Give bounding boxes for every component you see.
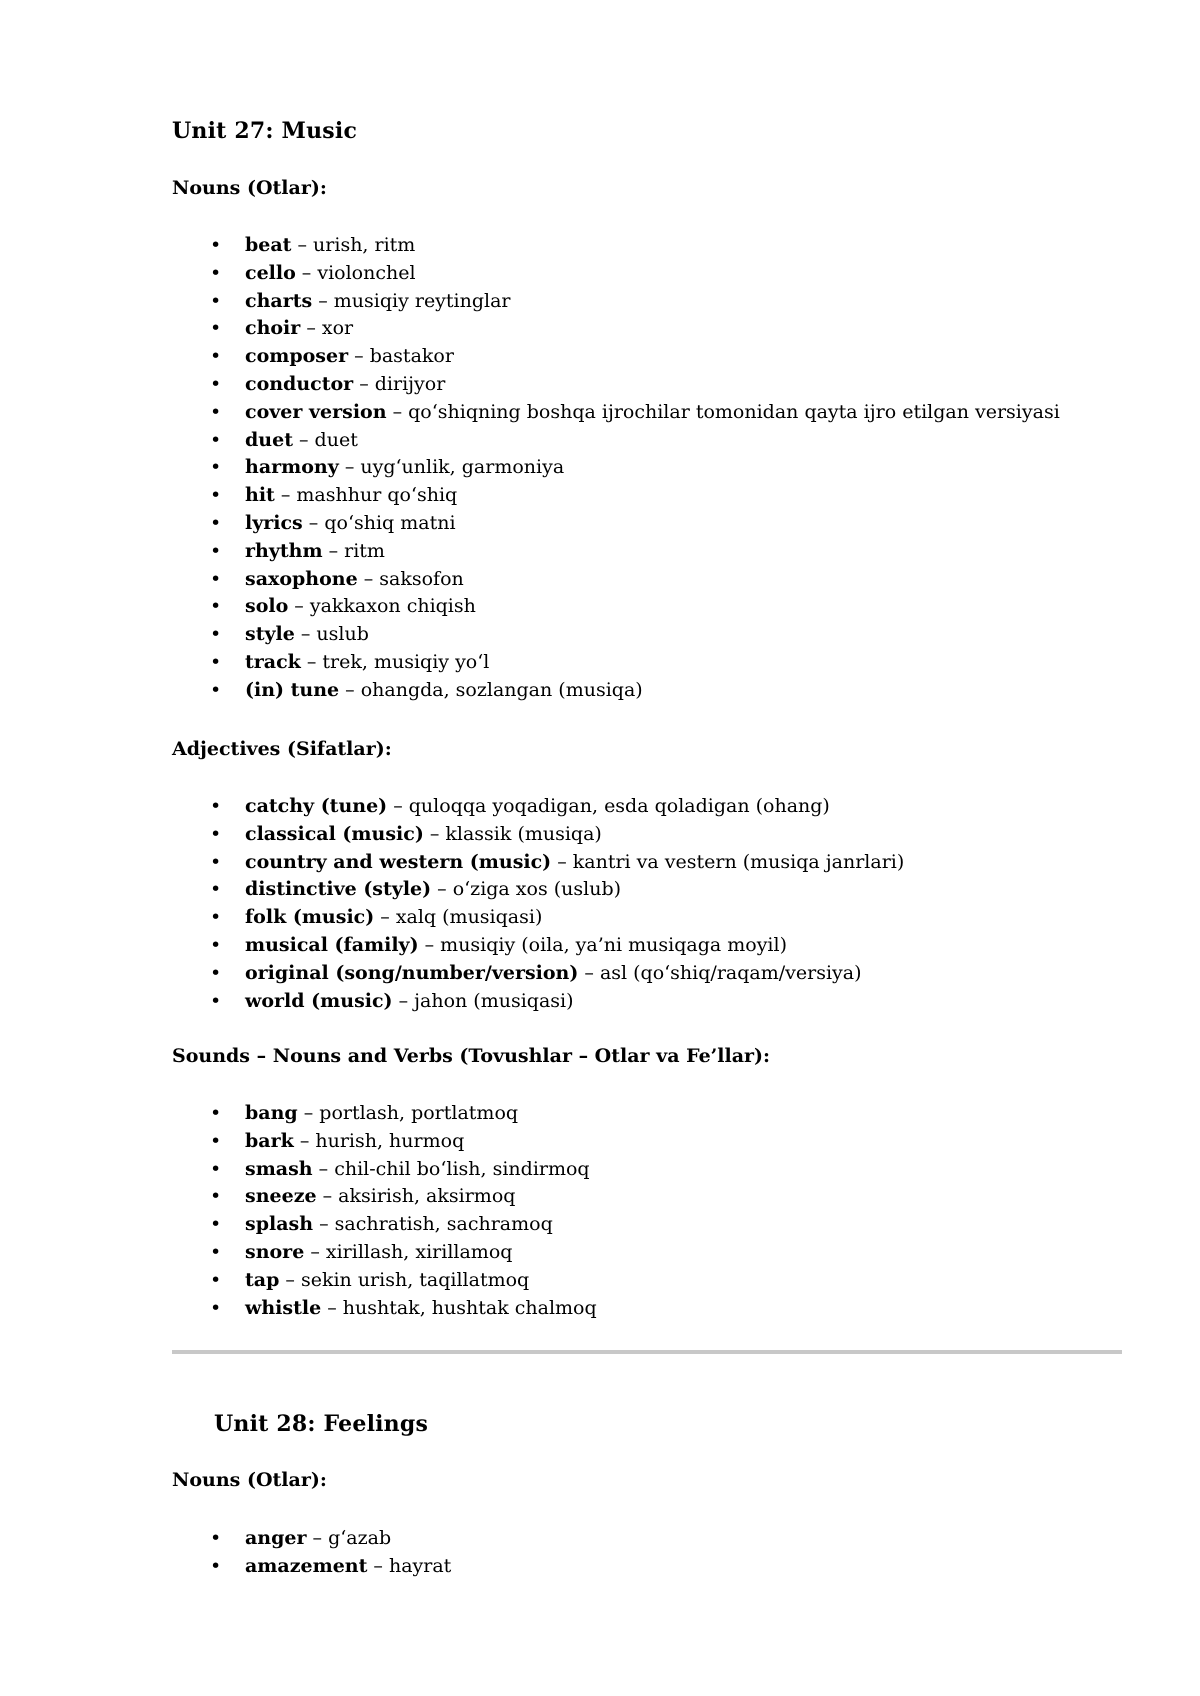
bullet-icon: • xyxy=(210,372,222,395)
vocabulary-term: bang xyxy=(245,1102,298,1124)
vocabulary-translation: – qo‘shiq matni xyxy=(302,511,456,534)
vocabulary-term: solo xyxy=(245,595,289,618)
unit-28-nouns-list xyxy=(210,1524,451,1580)
vocabulary-translation: – yakkaxon chiqish xyxy=(288,595,476,618)
vocabulary-translation: – xirillash, xirillamoq xyxy=(304,1240,513,1263)
list-item xyxy=(210,287,1060,315)
bullet-icon: • xyxy=(210,567,222,590)
bullet-icon: • xyxy=(210,822,222,845)
list-item xyxy=(210,509,1060,537)
vocabulary-term: world (music) xyxy=(245,989,393,1012)
vocabulary-translation: – sachratish, sachramoq xyxy=(313,1213,553,1236)
list-item xyxy=(210,370,1060,398)
vocabulary-translation: – portlash, portlatmoq xyxy=(297,1102,519,1124)
vocabulary-term: country and western (music) xyxy=(245,850,552,873)
vocabulary-translation: – asl (qo‘shiq/raqam/versiya) xyxy=(578,961,862,984)
vocabulary-translation: – violonchel xyxy=(295,261,416,284)
unit-28-nouns-heading: Nouns (Otlar): xyxy=(172,1469,327,1491)
bullet-icon: • xyxy=(210,261,222,284)
vocabulary-term: hit xyxy=(245,484,275,507)
list-item xyxy=(210,620,1060,648)
vocabulary-term: conductor xyxy=(245,372,354,395)
list-item xyxy=(210,987,904,1015)
vocabulary-translation: – xalq (musiqasi) xyxy=(374,906,543,929)
vocabulary-term: original (song/number/version) xyxy=(245,961,579,984)
vocabulary-translation: – duet xyxy=(292,428,358,451)
vocabulary-translation: – quloqqa yoqadigan, esda qoladigan (ohang) xyxy=(387,795,830,817)
list-item xyxy=(210,959,904,987)
vocabulary-translation: – o‘ziga xos (uslub) xyxy=(431,878,622,901)
list-item xyxy=(210,481,1060,509)
bullet-icon: • xyxy=(210,650,222,673)
vocabulary-translation: – qo‘shiqning boshqa ijrochilar tomonidan qayta ijro etilgan versiyasi xyxy=(386,400,1060,423)
vocabulary-term: harmony xyxy=(245,456,339,479)
vocabulary-translation: – hushtak, hushtak chalmoq xyxy=(321,1296,597,1319)
bullet-icon: • xyxy=(210,1102,222,1124)
list-item xyxy=(210,931,904,959)
bullet-icon: • xyxy=(210,678,222,701)
vocabulary-translation: – bastakor xyxy=(348,345,454,368)
list-item xyxy=(210,426,1060,454)
list-item xyxy=(210,1099,597,1127)
bullet-icon: • xyxy=(210,1157,222,1180)
bullet-icon: • xyxy=(210,484,222,507)
unit-28-title: Unit 28: Feelings xyxy=(214,1411,429,1437)
vocabulary-term: classical (music) xyxy=(245,822,424,845)
vocabulary-term: smash xyxy=(245,1157,313,1180)
vocabulary-translation: – uyg‘unlik, garmoniya xyxy=(338,456,565,479)
unit-27-adjectives-list xyxy=(210,792,904,1014)
vocabulary-term: catchy (tune) xyxy=(245,795,388,817)
list-item xyxy=(210,848,904,876)
list-item xyxy=(210,565,1060,593)
vocabulary-translation: – klassik (musiqa) xyxy=(423,822,602,845)
unit-27-nouns-list xyxy=(210,231,1060,704)
vocabulary-translation: – urish, ritm xyxy=(291,234,416,256)
list-item xyxy=(210,342,1060,370)
vocabulary-translation: – mashhur qo‘shiq xyxy=(274,484,458,507)
vocabulary-term: tap xyxy=(245,1268,280,1291)
vocabulary-term: splash xyxy=(245,1213,314,1236)
unit-27-nouns-heading: Nouns (Otlar): xyxy=(172,177,327,199)
vocabulary-translation: – jahon (musiqasi) xyxy=(392,989,574,1012)
list-item xyxy=(210,792,904,820)
vocabulary-term: distinctive (style) xyxy=(245,878,432,901)
section-divider xyxy=(172,1350,1122,1354)
bullet-icon: • xyxy=(210,850,222,873)
vocabulary-translation: – kantri va vestern (musiqa janrlari) xyxy=(551,850,905,873)
vocabulary-translation: – sekin urish, taqillatmoq xyxy=(279,1268,530,1291)
vocabulary-term: beat xyxy=(245,234,292,256)
list-item xyxy=(210,398,1060,426)
list-item xyxy=(210,1155,597,1183)
bullet-icon: • xyxy=(210,623,222,646)
bullet-icon: • xyxy=(210,345,222,368)
vocabulary-term: track xyxy=(245,650,301,673)
list-item xyxy=(210,648,1060,676)
bullet-icon: • xyxy=(210,1213,222,1236)
list-item xyxy=(210,592,1060,620)
vocabulary-translation: – g‘azab xyxy=(306,1527,392,1549)
vocabulary-translation: – dirijyor xyxy=(353,372,446,395)
vocabulary-term: composer xyxy=(245,345,349,368)
vocabulary-term: charts xyxy=(245,289,313,312)
list-item xyxy=(210,1524,451,1552)
list-item xyxy=(210,314,1060,342)
vocabulary-term: anger xyxy=(245,1527,307,1549)
vocabulary-translation: – hurish, hurmoq xyxy=(293,1129,465,1152)
list-item xyxy=(210,1552,451,1580)
unit-27-sounds-heading: Sounds – Nouns and Verbs (Tovushlar – Otlar va Fe’llar): xyxy=(172,1045,771,1067)
bullet-icon: • xyxy=(210,1268,222,1291)
list-item xyxy=(210,1210,597,1238)
vocabulary-translation: – ohangda, sozlangan (musiqa) xyxy=(339,678,643,701)
vocabulary-term: snore xyxy=(245,1240,305,1263)
vocabulary-term: style xyxy=(245,623,295,646)
vocabulary-term: cover version xyxy=(245,400,387,423)
bullet-icon: • xyxy=(210,989,222,1012)
unit-27-adjectives-heading: Adjectives (Sifatlar): xyxy=(172,738,392,760)
bullet-icon: • xyxy=(210,1240,222,1263)
bullet-icon: • xyxy=(210,1296,222,1319)
bullet-icon: • xyxy=(210,1129,222,1152)
vocabulary-term: (in) tune xyxy=(245,678,340,701)
bullet-icon: • xyxy=(210,456,222,479)
vocabulary-term: sneeze xyxy=(245,1185,317,1208)
list-item xyxy=(210,903,904,931)
bullet-icon: • xyxy=(210,1554,222,1577)
bullet-icon: • xyxy=(210,234,222,256)
vocabulary-translation: – musiqiy (oila, ya’ni musiqaga moyil) xyxy=(418,933,787,956)
vocabulary-term: choir xyxy=(245,317,301,340)
list-item xyxy=(210,1127,597,1155)
list-item xyxy=(210,1266,597,1294)
vocabulary-translation: – saksofon xyxy=(357,567,464,590)
bullet-icon: • xyxy=(210,428,222,451)
bullet-icon: • xyxy=(210,539,222,562)
bullet-icon: • xyxy=(210,933,222,956)
list-item xyxy=(210,820,904,848)
bullet-icon: • xyxy=(210,1185,222,1208)
bullet-icon: • xyxy=(210,289,222,312)
vocabulary-translation: – ritm xyxy=(322,539,385,562)
vocabulary-term: saxophone xyxy=(245,567,358,590)
list-item xyxy=(210,875,904,903)
bullet-icon: • xyxy=(210,400,222,423)
vocabulary-translation: – hayrat xyxy=(367,1554,452,1577)
list-item xyxy=(210,1182,597,1210)
list-item xyxy=(210,259,1060,287)
list-item xyxy=(210,676,1060,704)
vocabulary-translation: – aksirish, aksirmoq xyxy=(316,1185,516,1208)
vocabulary-translation: – uslub xyxy=(294,623,369,646)
vocabulary-term: musical (family) xyxy=(245,933,419,956)
vocabulary-term: bark xyxy=(245,1129,294,1152)
vocabulary-term: duet xyxy=(245,428,293,451)
vocabulary-translation: – chil-chil bo‘lish, sindirmoq xyxy=(312,1157,590,1180)
vocabulary-translation: – musiqiy reytinglar xyxy=(312,289,511,312)
bullet-icon: • xyxy=(210,878,222,901)
bullet-icon: • xyxy=(210,511,222,534)
list-item xyxy=(210,231,1060,259)
bullet-icon: • xyxy=(210,1527,222,1549)
vocabulary-translation: – xor xyxy=(300,317,354,340)
list-item xyxy=(210,1294,597,1322)
unit-27-title: Unit 27: Music xyxy=(172,118,358,144)
vocabulary-translation: – trek, musiqiy yo‘l xyxy=(300,650,490,673)
bullet-icon: • xyxy=(210,906,222,929)
unit-27-sounds-list xyxy=(210,1099,597,1321)
vocabulary-term: folk (music) xyxy=(245,906,375,929)
vocabulary-term: lyrics xyxy=(245,511,303,534)
vocabulary-term: amazement xyxy=(245,1554,368,1577)
bullet-icon: • xyxy=(210,595,222,618)
list-item xyxy=(210,1238,597,1266)
vocabulary-term: whistle xyxy=(245,1296,322,1319)
bullet-icon: • xyxy=(210,317,222,340)
bullet-icon: • xyxy=(210,795,222,817)
list-item xyxy=(210,453,1060,481)
list-item xyxy=(210,537,1060,565)
bullet-icon: • xyxy=(210,961,222,984)
vocabulary-term: rhythm xyxy=(245,539,323,562)
vocabulary-term: cello xyxy=(245,261,296,284)
